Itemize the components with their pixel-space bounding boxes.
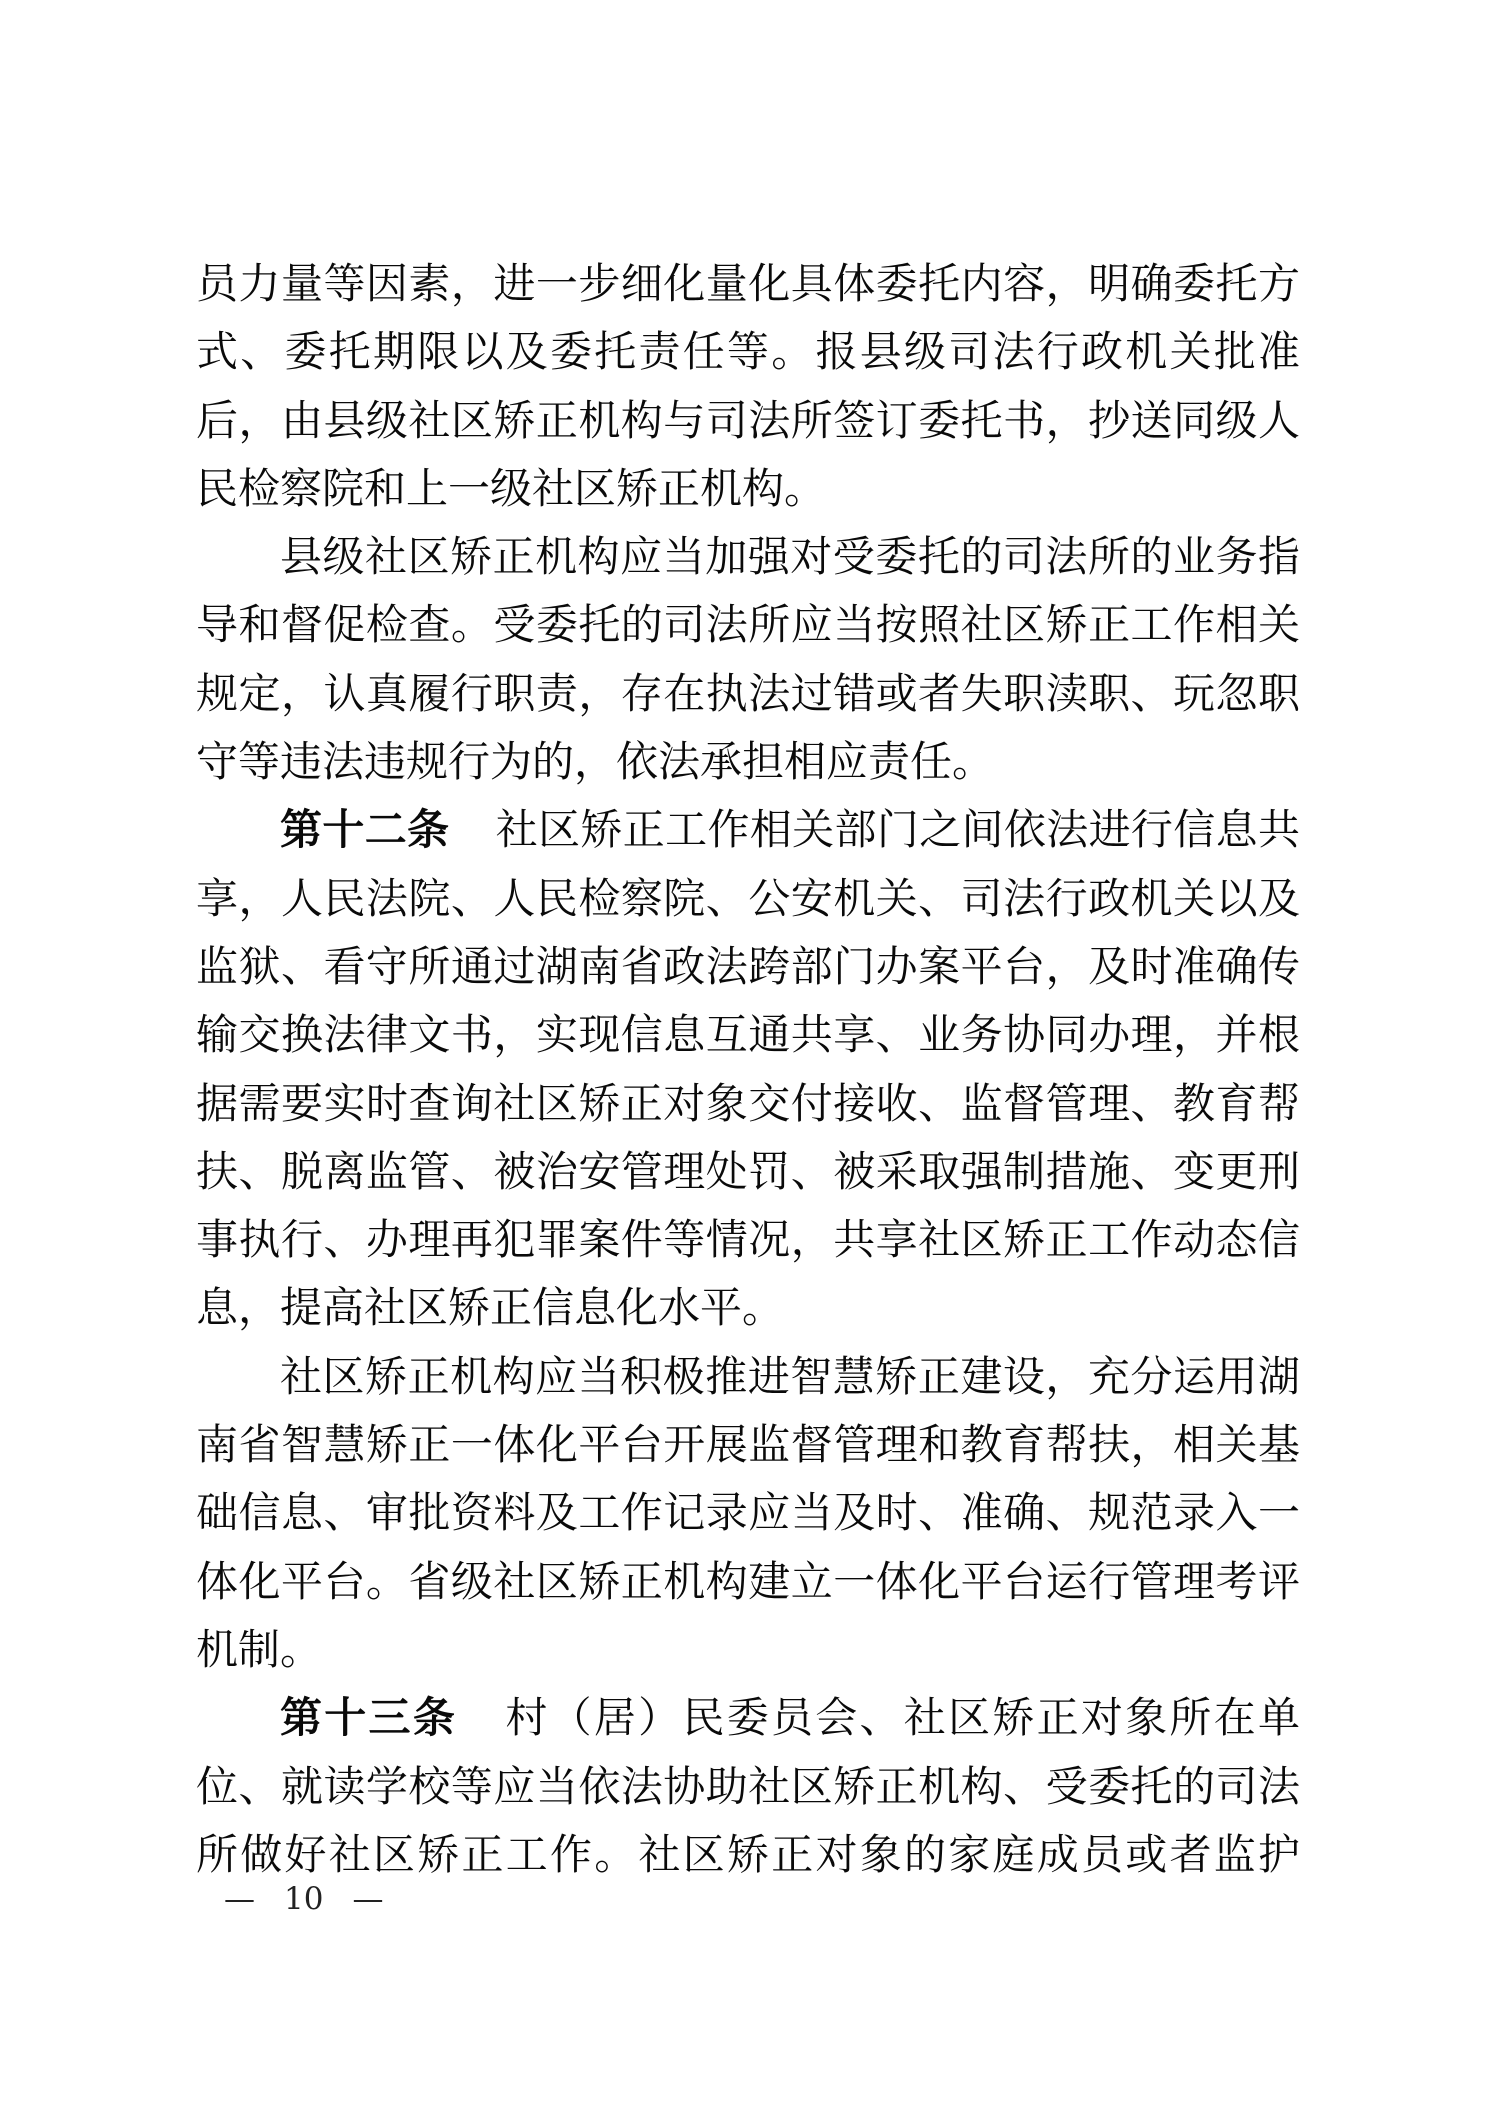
text-line: 机制。 xyxy=(196,1624,323,1674)
text-line: 社区矫正机构应当积极推进智慧矫正建设，充分运用湖 xyxy=(280,1351,1300,1401)
text-line: 民检察院和上一级社区矫正机构。 xyxy=(196,463,827,513)
text-line: 南省智慧矫正一体化平台开展监督管理和教育帮扶，相关基 xyxy=(196,1420,1300,1470)
text-line: 后，由县级社区矫正机构与司法所签订委托书，抄送同级人 xyxy=(196,395,1300,445)
page-number-dash-left: — xyxy=(224,1881,255,1917)
text-line: 事执行、办理再犯罪案件等情况，共享社区矫正工作动态信 xyxy=(196,1215,1300,1265)
text-line: 所做好社区矫正工作。社区矫正对象的家庭成员或者监护 xyxy=(196,1829,1300,1879)
document-body-text xyxy=(196,250,1300,1889)
text-line: 县级社区矫正机构应当加强对受委托的司法所的业务指 xyxy=(280,532,1300,582)
article-number: 第十三条 xyxy=(280,1693,458,1743)
text-line: 员力量等因素，进一步细化量化具体委托内容，明确委托方 xyxy=(196,259,1300,308)
text-line: 守等违法违规行为的，依法承担相应责任。 xyxy=(196,737,995,787)
article-heading-line xyxy=(196,1684,1300,1752)
article-number: 第十二条 xyxy=(280,805,450,855)
text-line: 体化平台。省级社区矫正机构建立一体化平台运行管理考评 xyxy=(196,1556,1300,1606)
text-line: 息，提高社区矫正信息化水平。 xyxy=(196,1283,785,1333)
page-number-dash-right: — xyxy=(352,1881,384,1917)
line-text: 村（居）民委员会、社区矫正对象所在单 xyxy=(503,1693,1300,1743)
article-heading-line xyxy=(196,796,1300,864)
text-line: 监狱、看守所通过湖南省政法跨部门办案平台，及时准确传 xyxy=(196,941,1300,991)
line-text: 社区矫正工作相关部门之间依法进行信息共 xyxy=(495,805,1300,855)
page-number-value: 10 xyxy=(284,1881,324,1917)
text-line: 位、就读学校等应当依法协助社区矫正机构、受委托的司法 xyxy=(196,1761,1300,1811)
text-line: 输交换法律文书，实现信息互通共享、业务协同办理，并根 xyxy=(196,1010,1300,1060)
page-number xyxy=(224,1878,383,1920)
text-line: 规定，认真履行职责，存在执法过错或者失职渎职、玩忽职 xyxy=(196,668,1300,718)
text-line: 导和督促检查。受委托的司法所应当按照社区矫正工作相关 xyxy=(196,600,1300,650)
text-line: 据需要实时查询社区矫正对象交付接收、监督管理、教育帮 xyxy=(196,1078,1300,1128)
text-line: 础信息、审批资料及工作记录应当及时、准确、规范录入一 xyxy=(196,1488,1300,1538)
text-line: 式、委托期限以及委托责任等。报县级司法行政机关批准 xyxy=(196,327,1300,377)
text-line: 扶、脱离监管、被治安管理处罚、被采取强制措施、变更刑 xyxy=(196,1146,1300,1196)
text-line: 享，人民法院、人民检察院、公安机关、司法行政机关以及 xyxy=(196,873,1300,923)
